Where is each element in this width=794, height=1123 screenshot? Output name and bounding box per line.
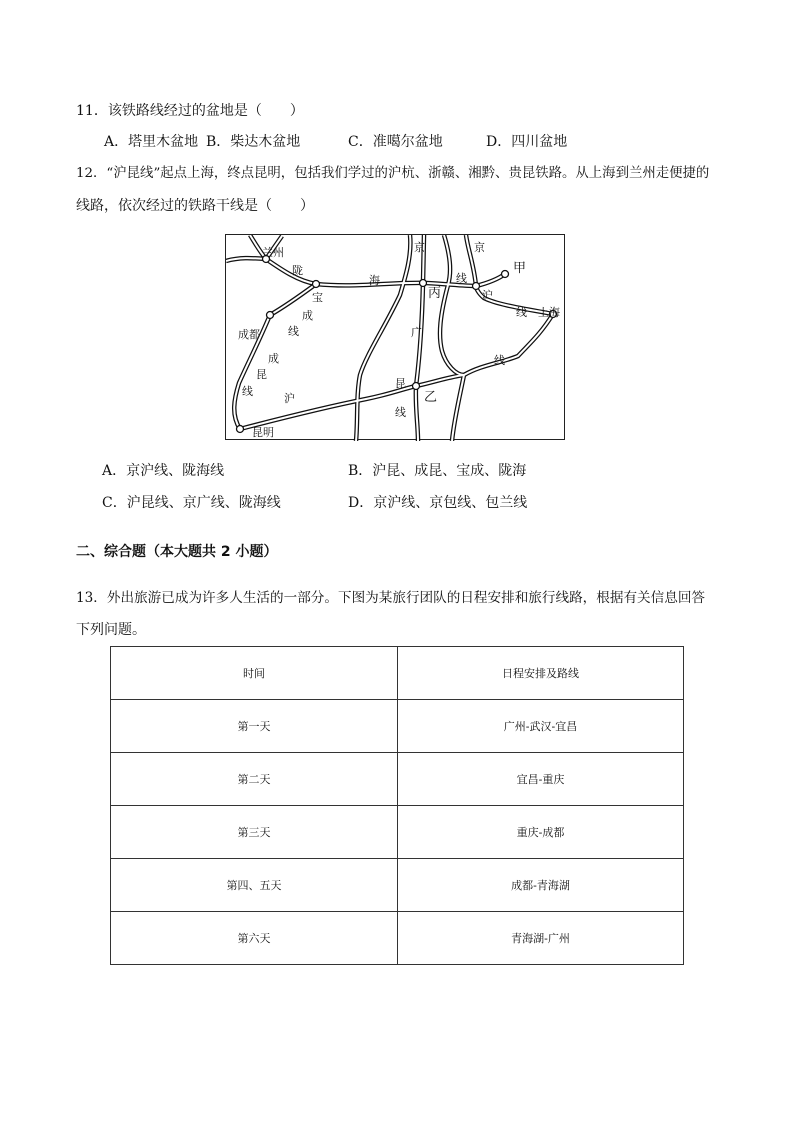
table-cell-route: 青海湖-广州 [398,912,684,965]
q11-stem: 11．该铁路线经过的盆地是（ ） [76,103,304,119]
map-label-xian3: 线 [456,272,467,285]
q11-option-d[interactable]: D．四川盆地 [486,134,568,150]
map-label-shanghai: 上海 [538,306,560,319]
table-header-route: 日程安排及路线 [398,647,684,700]
table-header-row [111,647,684,700]
map-label-guang: 广 [411,326,422,339]
map-label-kun1: 昆 [256,368,267,381]
map-label-cheng1: 成 [302,309,313,322]
q12-stem-line2: 线路，依次经过的铁路干线是（ ） [76,198,314,214]
railway-map [225,234,565,440]
table-cell-day: 第二天 [111,753,398,806]
q11-option-b[interactable]: B．柴达木盆地 [206,134,301,150]
q12-option-b[interactable]: B．沪昆、成昆、宝成、陇海 [348,463,527,479]
rail-east-parallel [440,235,464,441]
map-label-chengdu: 成都 [238,328,260,341]
station-jinghu-junction [473,283,480,290]
table-cell-route: 广州-武汉-宜昌 [398,700,684,753]
q13-stem-line2: 下列问题。 [76,622,146,638]
map-label-xian5: 线 [494,354,505,367]
station-yi [413,383,420,390]
map-label-xian2: 线 [242,385,253,398]
map-label-kunming: 昆明 [252,426,274,439]
map-label-hu1: 沪 [284,392,295,405]
map-label-bao: 宝 [312,291,323,304]
table-row [111,859,684,912]
itinerary-table [110,646,684,965]
map-label-jing2: 京 [474,241,485,254]
map-label-xian6: 线 [395,406,406,419]
station-kunming [237,426,244,433]
table-row [111,753,684,806]
map-label-cheng2: 成 [268,352,279,365]
rail-lanzhou-west [226,235,266,261]
q12-option-d[interactable]: D．京沪线、京包线、包兰线 [348,495,528,511]
table-header-time: 时间 [111,647,398,700]
table-row [111,912,684,965]
map-label-jia: 甲 [513,261,527,276]
q11-option-a[interactable]: A．塔里木盆地 [104,134,199,150]
map-label-long: 陇 [292,264,303,277]
map-label-xian4: 线 [516,306,527,319]
q13-stem-line1: 13．外出旅游已成为许多人生活的一部分。下图为某旅行团队的日程安排和旅行线路，根据有关信息回答 [76,590,706,606]
q12-option-a[interactable]: A．京沪线、陇海线 [102,463,225,479]
map-label-hai: 海 [369,274,380,287]
table-cell-day: 第六天 [111,912,398,965]
q12-stem-line1: 12．“沪昆线”起点上海，终点昆明，包括我们学过的沪杭、浙赣、湘黔、贵昆铁路。从上海到兰州走便捷的 [76,166,710,181]
map-label-yi: 乙 [424,390,438,405]
table-cell-route: 宜昌-重庆 [398,753,684,806]
q12-option-c[interactable]: C．沪昆线、京广线、陇海线 [102,495,281,511]
table-cell-route: 成都-青海湖 [398,859,684,912]
table-cell-day: 第三天 [111,806,398,859]
map-label-xian1: 线 [288,325,299,338]
map-label-bing: 丙 [428,286,442,301]
map-label-jing1: 京 [414,241,425,254]
table-cell-day: 第一天 [111,700,398,753]
table-row [111,700,684,753]
map-label-kun2: 昆 [395,377,406,390]
q11-option-c[interactable]: C．准噶尔盆地 [348,134,443,150]
table-row [111,806,684,859]
station-baoji [313,281,320,288]
station-bing [420,280,427,287]
table-cell-route: 重庆-成都 [398,806,684,859]
section-heading: 二、综合题（本大题共 2 小题） [76,544,278,560]
station-jia [502,271,509,278]
table-cell-day: 第四、五天 [111,859,398,912]
map-label-lanzhou: 兰州 [262,246,284,259]
station-chengdu [267,312,274,319]
map-label-hu2: 沪 [482,289,493,302]
